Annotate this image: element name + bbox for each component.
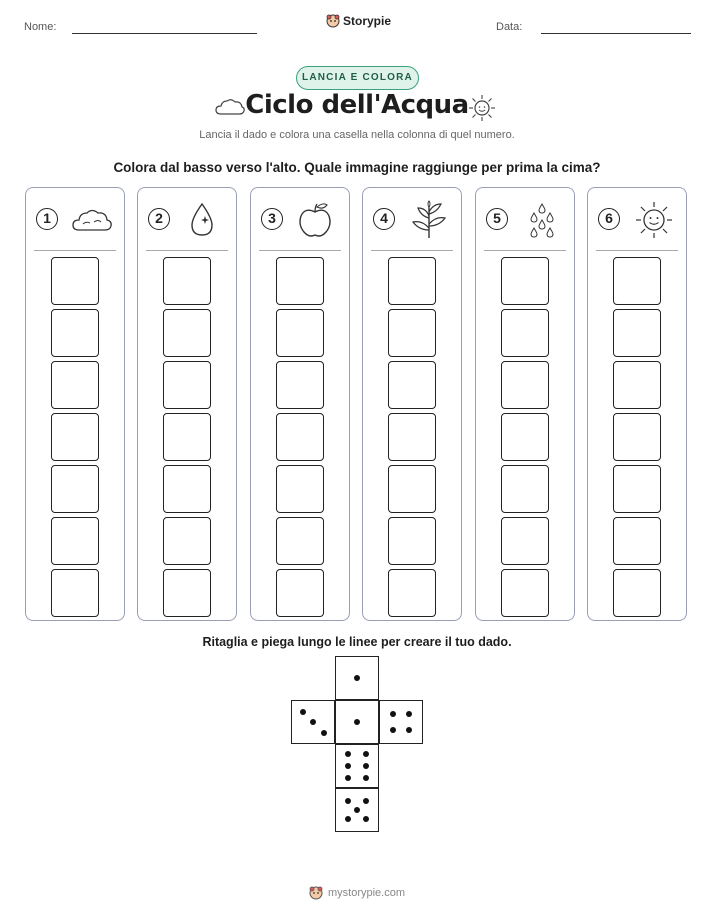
- sun-icon: [632, 200, 676, 240]
- color-box[interactable]: [276, 465, 324, 513]
- die-face-1: [335, 700, 379, 744]
- column-divider: [259, 250, 341, 251]
- color-box[interactable]: [51, 309, 99, 357]
- color-box[interactable]: [276, 517, 324, 565]
- name-label: Nome:: [24, 21, 57, 33]
- storypie-mascot-icon: [326, 14, 340, 28]
- color-box[interactable]: [613, 517, 661, 565]
- color-box[interactable]: [613, 257, 661, 305]
- rain-drops-icon: [520, 200, 564, 240]
- color-box[interactable]: [388, 309, 436, 357]
- page-title: Ciclo dell'Acqua: [245, 90, 469, 120]
- column-number: 2: [148, 208, 170, 230]
- column-2: [137, 187, 237, 621]
- die-pip: [345, 816, 351, 822]
- column-number: 4: [373, 208, 395, 230]
- color-box[interactable]: [388, 361, 436, 409]
- column-number: 5: [486, 208, 508, 230]
- color-box[interactable]: [51, 257, 99, 305]
- storypie-mascot-icon: [309, 886, 323, 900]
- die-pip: [363, 816, 369, 822]
- die-face-4: [379, 700, 423, 744]
- plant-icon: [407, 200, 451, 240]
- die-pip: [345, 775, 351, 781]
- footer-url: mystorypie.com: [327, 887, 406, 899]
- die-pip: [345, 798, 351, 804]
- column-5: [475, 187, 575, 621]
- column-divider: [484, 250, 566, 251]
- name-line[interactable]: [72, 33, 257, 34]
- color-box[interactable]: [613, 361, 661, 409]
- footer: [0, 886, 714, 900]
- color-box[interactable]: [388, 517, 436, 565]
- die-pip: [310, 719, 316, 725]
- subtitle: Lancia il dado e colora una casella nella colonna di quel numero.: [199, 129, 515, 141]
- die-pip: [354, 719, 360, 725]
- color-box[interactable]: [51, 413, 99, 461]
- sun-icon: [467, 93, 497, 123]
- die-pip: [390, 711, 396, 717]
- column-divider: [596, 250, 678, 251]
- die-pip: [300, 709, 306, 715]
- column-3: [250, 187, 350, 621]
- color-box[interactable]: [163, 465, 211, 513]
- die-face-5: [335, 788, 379, 832]
- water-drop-icon: [182, 200, 226, 240]
- color-box[interactable]: [51, 361, 99, 409]
- die-pip: [363, 775, 369, 781]
- color-box[interactable]: [613, 465, 661, 513]
- color-box[interactable]: [276, 309, 324, 357]
- die-pip: [363, 798, 369, 804]
- die-pip: [345, 751, 351, 757]
- color-box[interactable]: [163, 517, 211, 565]
- apple-icon: [295, 200, 339, 240]
- color-box[interactable]: [163, 413, 211, 461]
- color-box[interactable]: [613, 569, 661, 617]
- color-box[interactable]: [501, 517, 549, 565]
- instruction: Colora dal basso verso l'alto. Quale immagine raggiunge per prima la cima?: [113, 160, 601, 175]
- color-box[interactable]: [501, 361, 549, 409]
- die-face-1: [335, 656, 379, 700]
- color-box[interactable]: [163, 569, 211, 617]
- color-box[interactable]: [163, 361, 211, 409]
- brand-logo: [326, 14, 391, 28]
- color-box[interactable]: [388, 413, 436, 461]
- color-box[interactable]: [613, 309, 661, 357]
- die-face-3: [291, 700, 335, 744]
- date-line[interactable]: [541, 33, 691, 34]
- color-box[interactable]: [163, 309, 211, 357]
- cut-instruction: Ritaglia e piega lungo le linee per creare il tuo dado.: [202, 635, 512, 649]
- color-box[interactable]: [501, 569, 549, 617]
- column-divider: [371, 250, 453, 251]
- brand-name: Storypie: [343, 14, 392, 28]
- color-box[interactable]: [276, 361, 324, 409]
- color-box[interactable]: [276, 257, 324, 305]
- color-box[interactable]: [501, 413, 549, 461]
- die-pip: [321, 730, 327, 736]
- column-6: [587, 187, 687, 621]
- die-pip: [406, 727, 412, 733]
- column-divider: [34, 250, 116, 251]
- color-box[interactable]: [388, 465, 436, 513]
- die-pip: [406, 711, 412, 717]
- die-pip: [354, 675, 360, 681]
- die-face-6: [335, 744, 379, 788]
- die-pip: [345, 763, 351, 769]
- date-label: Data:: [496, 21, 523, 33]
- column-1: [25, 187, 125, 621]
- activity-badge: LANCIA E COLORA: [296, 66, 419, 90]
- column-number: 3: [261, 208, 283, 230]
- die-pip: [363, 751, 369, 757]
- column-number: 1: [36, 208, 58, 230]
- column-divider: [146, 250, 228, 251]
- column-4: [362, 187, 462, 621]
- color-box[interactable]: [51, 569, 99, 617]
- color-box[interactable]: [501, 257, 549, 305]
- color-box[interactable]: [388, 569, 436, 617]
- color-box[interactable]: [501, 309, 549, 357]
- color-box[interactable]: [501, 465, 549, 513]
- color-box[interactable]: [163, 257, 211, 305]
- cloud-icon: [70, 200, 114, 240]
- die-pip: [390, 727, 396, 733]
- color-box[interactable]: [51, 517, 99, 565]
- color-box[interactable]: [51, 465, 99, 513]
- color-box[interactable]: [276, 413, 324, 461]
- column-number: 6: [598, 208, 620, 230]
- die-pip: [354, 807, 360, 813]
- color-box[interactable]: [613, 413, 661, 461]
- color-box[interactable]: [388, 257, 436, 305]
- die-pip: [363, 763, 369, 769]
- color-box[interactable]: [276, 569, 324, 617]
